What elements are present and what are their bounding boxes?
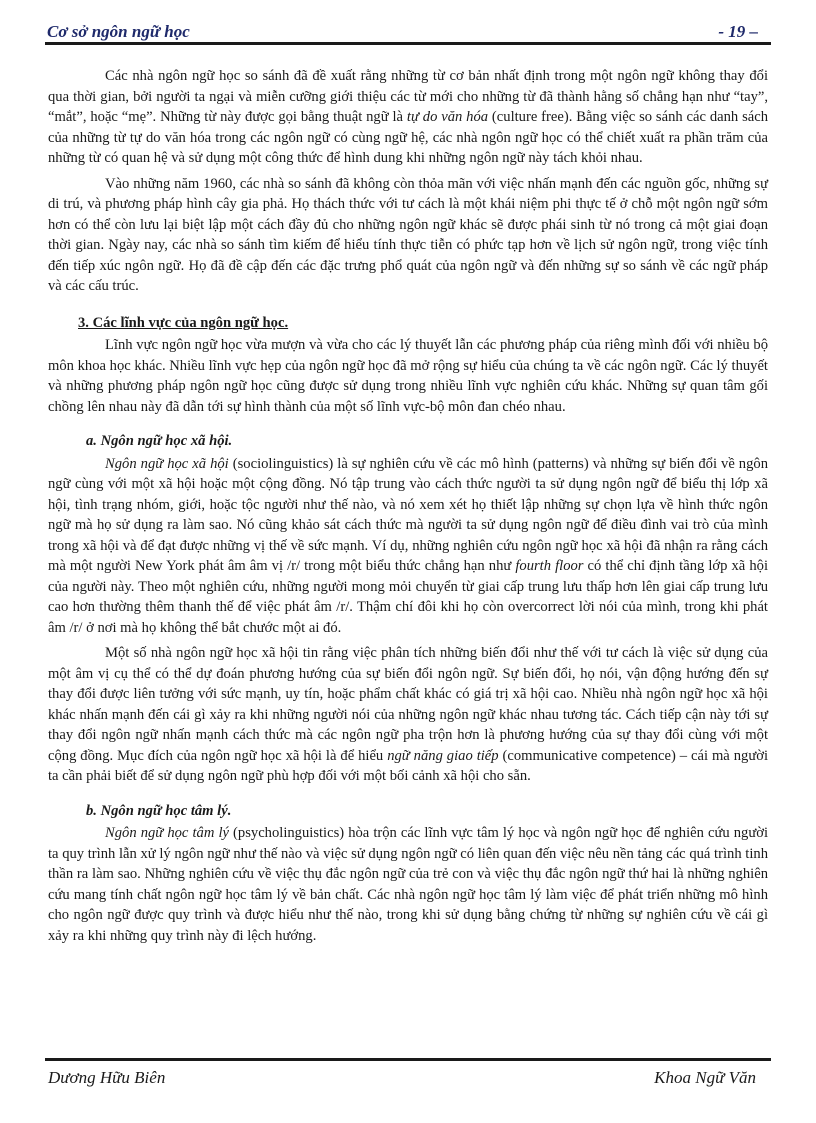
section-3-title: 3. Các lĩnh vực của ngôn ngữ học. — [78, 314, 289, 331]
subsection-a-title: a. Ngôn ngữ học xã hội. — [86, 433, 233, 449]
header-title: Cơ sở ngôn ngữ học — [47, 22, 190, 41]
paragraph-culture-free: Các nhà ngôn ngữ học so sánh đã đề xuất rằng những từ cơ bản nhất định trong một ngôn ngữ không thay đổi qua thời gian, bởi người ta ngại và miễn cưỡng giới thiệu các từ mới cho những từ đã thành hằng số chẳng hạn như “tay”, “mắt”, hoặc “mẹ”. Những từ này được gọi bằng thuật ngữ là tự do văn hóa (culture free). Bằng việc so sánh các danh sách của những từ tự do văn hóa trong các ngôn ngữ có cùng ngữ hệ, các nhà ngôn ngữ học có thể chiết xuất ra phần trăm của những từ có quan hệ và sử dụng một công thức để hình dung khi những ngôn ngữ này tách khỏi nhau. — [48, 68, 768, 166]
example-fourth-floor: fourth floor — [515, 558, 584, 574]
page-body — [48, 66, 768, 951]
page-number: - 19 – — [718, 22, 758, 41]
term-sociolinguistics: Ngôn ngữ học xã hội — [105, 455, 229, 472]
term-communicative-competence: ngữ năng giao tiếp — [387, 747, 499, 764]
paragraph-variation: Một số nhà ngôn ngữ học xã hội tin rằng việc phân tích những biến đổi như thế với tư cách là việc sử dụng của một âm vị cụ thể có thể dự đoán phương hướng của sự biến đổi ngôn ngữ. Sự biến đổi, họ nói, vận động hướng đến sự thay đổi được liên tưởng với sức mạnh, uy tín, hoặc phẩm chất khác có giá trị xã hội cao. Nhiều nhà ngôn ngữ học xã hội khác nhấn mạnh đến cái gì xảy ra khi những người nói của những ngôn ngữ khác nhau tương tác. Cách tiếp cận này tới sự thay đổi ngôn ngữ nhấn mạnh cách thức mà các ngôn ngữ pha trộn hơn là phương hướng của sự thay đổi cùng với một cộng đồng. Mục đích của ngôn ngữ học xã hội là để hiểu ngữ năng giao tiếp (communicative competence) – cái mà người ta cần phải biết để sử dụng ngôn ngữ phù hợp đối với một bối cảnh xã hội cho sẵn. — [48, 645, 768, 784]
paragraph-fields: Lĩnh vực ngôn ngữ học vừa mượn và vừa cho các lý thuyết lẫn các phương pháp của riêng mình đối với nhiều bộ môn khoa học khác. Nhiều lĩnh vực hẹp của ngôn ngữ học đã mở rộng sự hiểu của chúng ta về các ngôn ngữ. Các lý thuyết và những phương pháp ngôn ngữ học cũng được sử dụng trong nhiều lĩnh vực nghiên cứu khác. Những sự quan tâm gối chồng lên nhau này đã dẫn tới sự hình thành của một số lĩnh vực-bộ môn đan chéo nhau. — [48, 337, 768, 415]
footer-divider — [45, 1058, 771, 1061]
header-divider — [45, 42, 771, 45]
term-psycholinguistics: Ngôn ngữ học tâm lý — [105, 825, 229, 841]
subsection-b-title: b. Ngôn ngữ học tâm lý. — [86, 802, 232, 819]
paragraph-sociolinguistics: Ngôn ngữ học xã hội (sociolinguistics) là sự nghiên cứu về các mô hình (patterns) và những sự biến đổi về ngôn ngữ cùng với một xã hội hoặc một cộng đồng. Nó tập trung vào cách thức người ta sử dụng ngôn ngữ để biểu thị lớp xã hội, tình trạng nhóm, giới, hoặc tộc người như thế nào, và nó xem xét họ thiết lập những sự chọn lựa về hình thức ngôn ngữ mà họ sử dụng ra làm sao. Nó cũng khảo sát cách thức mà người ta sử dụng ngôn ngữ để điều đình vai trò của mình trong xã hội và để đạt được những vị thế về sức mạnh. Ví dụ, những nghiên cứu ngôn ngữ học xã hội đã nhận ra rằng cách mà một người New York phát âm âm vị /r/ trong một biểu thức chẳng hạn như fourth floor có thể chỉ định tầng lớp xã hội của người này. Theo một nghiên cứu, những người mong mỏi chuyển từ giai cấp trung lưu thấp hơn lên giai cấp trung lưu cao hơn thường thêm thanh thế để việc phát âm /r/. Thậm chí đôi khi họ còn overcorrect lời nói của mình, trong khi phát âm /r/ ở nơi mà họ không thể bắt chước một ai đó. — [48, 455, 768, 636]
footer-department: Khoa Ngữ Văn — [654, 1068, 756, 1087]
term-culture-free: tự do văn hóa — [406, 109, 489, 125]
footer-author: Dương Hữu Biên — [48, 1068, 166, 1087]
paragraph-1960s: Vào những năm 1960, các nhà so sánh đã không còn thỏa mãn với việc nhấn mạnh đến các nguồn gốc, những sự di trú, và phương pháp hình cây gia phả. Họ thách thức với tư cách là một khái niệm phi thực tế ở chỗ một ngôn ngữ sớm hơn có thể còn lưu lại biệt lập một cách đầy đủ cho những ngôn ngữ khác sẽ được phái sinh từ nó trong cả một giai đoạn thời gian. Ngày nay, các nhà so sánh tìm kiếm để hiểu tính thực tiễn có phức tạp hơn về lịch sử ngôn ngữ, trong việc tính đến tiếp xúc ngôn ngữ. Họ đã đề cập đến các đặc trưng phổ quát của ngôn ngữ và đến những sự so sánh về các ngữ pháp và các cấu trúc. — [48, 175, 768, 294]
paragraph-psycholinguistics: Ngôn ngữ học tâm lý (psycholinguistics) hòa trộn các lĩnh vực tâm lý học và ngôn ngữ học để nghiên cứu người ta quy trình lẫn xử lý ngôn ngữ như thế nào và việc sử dụng ngôn ngữ có liên quan đến việc nêu nền tảng các quá trình tinh thần ra làm sao. Những nghiên cứu về việc thụ đắc ngôn ngữ của trẻ con và việc thụ đắc ngôn ngữ thứ hai là những nghiên cứu mang tính chất ngôn ngữ học tâm lý về bản chất. Các nhà ngôn ngữ học tâm lý làm việc để phát triển những mô hình cho ngôn ngữ được quy trình và được hiểu như thế nào, trong khi sử dụng bằng chứng từ những sự nghiên cứu về cái gì xảy ra khi những quy trình này đi lệch hướng. — [48, 825, 769, 944]
